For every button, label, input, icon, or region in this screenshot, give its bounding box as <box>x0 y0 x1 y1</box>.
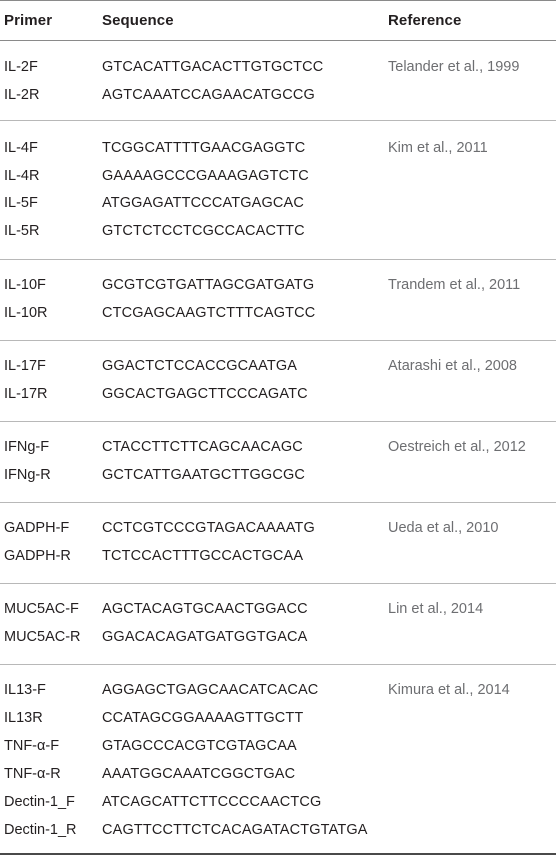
primer-name: IL-4F <box>4 140 38 156</box>
header-rule <box>0 40 556 41</box>
table-row <box>0 352 556 380</box>
primer-reference: Trandem et al., 2011 <box>388 277 521 293</box>
group-divider <box>0 502 556 503</box>
primer-name: IL13-F <box>4 682 46 698</box>
primer-name: Dectin-1_F <box>4 794 75 810</box>
primer-sequence: CAGTTCCTTCTCACAGATACTGTATGA <box>102 822 368 838</box>
primer-name: IL-17R <box>4 386 48 402</box>
table-row <box>0 676 556 704</box>
table-row <box>0 134 556 162</box>
primer-sequence: GGACACAGATGATGGTGACA <box>102 629 308 645</box>
table-row <box>0 461 556 489</box>
table-row <box>0 299 556 327</box>
primer-sequence: CTACCTTCTTCAGCAACAGC <box>102 439 303 455</box>
table-row <box>0 162 556 190</box>
primer-reference: Telander et al., 1999 <box>388 59 520 75</box>
primer-sequence: GTCACATTGACACTTGTGCTCC <box>102 59 324 75</box>
primer-name: IL-5F <box>4 195 38 211</box>
primer-sequence: TCGGCATTTTGAACGAGGTC <box>102 140 306 156</box>
primer-sequence: GGCACTGAGCTTCCCAGATC <box>102 386 308 402</box>
primer-name: IFNg-R <box>4 467 51 483</box>
header-primer: Primer <box>4 12 53 29</box>
primer-name: GADPH-F <box>4 520 70 536</box>
table-row <box>0 271 556 299</box>
table-row <box>0 380 556 408</box>
primer-sequence: AGCTACAGTGCAACTGGACC <box>102 601 308 617</box>
header-reference: Reference <box>388 12 462 29</box>
primer-sequence: GTCTCTCCTCGCCACACTTC <box>102 223 305 239</box>
group-divider <box>0 120 556 121</box>
group-divider <box>0 664 556 665</box>
primer-sequence: AAATGGCAAATCGGCTGAC <box>102 766 296 782</box>
group-divider <box>0 340 556 341</box>
primer-sequence: GCGTCGTGATTAGCGATGATG <box>102 277 315 293</box>
header-sequence: Sequence <box>102 12 174 29</box>
primer-sequence: ATGGAGATTCCCATGAGCAC <box>102 195 304 211</box>
primer-name: IFNg-F <box>4 439 50 455</box>
table-row <box>0 788 556 816</box>
table-row <box>0 816 556 844</box>
primer-reference: Kimura et al., 2014 <box>388 682 510 698</box>
primer-reference: Kim et al., 2011 <box>388 140 488 156</box>
primer-name: MUC5AC-F <box>4 601 79 617</box>
primer-name: TNF-α-R <box>4 766 61 782</box>
primer-name: IL-2R <box>4 87 40 103</box>
primer-sequence: GCTCATTGAATGCTTGGCGC <box>102 467 306 483</box>
primer-sequence: AGTCAAATCCAGAACATGCCG <box>102 87 315 103</box>
table-row <box>0 732 556 760</box>
table-row <box>0 514 556 542</box>
table-row <box>0 542 556 570</box>
group-divider <box>0 421 556 422</box>
primer-name: IL-5R <box>4 223 40 239</box>
table-top-rule <box>0 0 556 1</box>
primer-sequence: GAAAAGCCCGAAAGAGTCTC <box>102 168 309 184</box>
primer-sequence: CCTCGTCCCGTAGACAAAATG <box>102 520 315 536</box>
primer-sequence: GGACTCTCCACCGCAATGA <box>102 358 298 374</box>
table-row <box>0 433 556 461</box>
table-row <box>0 704 556 732</box>
primer-reference: Lin et al., 2014 <box>388 601 484 617</box>
primer-name: IL-10R <box>4 305 48 321</box>
table-row <box>0 81 556 109</box>
primer-name: GADPH-R <box>4 548 71 564</box>
table-row <box>0 760 556 788</box>
primer-name: IL-10F <box>4 277 46 293</box>
primer-name: Dectin-1_R <box>4 822 77 838</box>
primer-name: IL-17F <box>4 358 46 374</box>
primer-name: MUC5AC-R <box>4 629 81 645</box>
primer-sequence: GTAGCCCACGTCGTAGCAA <box>102 738 297 754</box>
primer-name: TNF-α-F <box>4 738 60 754</box>
primer-sequence: ATCAGCATTCTTCCCCAACTCG <box>102 794 322 810</box>
primer-sequence: TCTCCACTTTGCCACTGCAA <box>102 548 304 564</box>
table-row <box>0 595 556 623</box>
primer-name: IL-4R <box>4 168 40 184</box>
table-row <box>0 623 556 651</box>
primer-sequence: CCATAGCGGAAAAGTTGCTT <box>102 710 304 726</box>
group-divider <box>0 259 556 260</box>
primer-reference: Atarashi et al., 2008 <box>388 358 517 374</box>
group-divider <box>0 583 556 584</box>
primer-name: IL13R <box>4 710 43 726</box>
primer-reference: Oestreich et al., 2012 <box>388 439 526 455</box>
primer-sequence: CTCGAGCAAGTCTTTCAGTCC <box>102 305 316 321</box>
table-row <box>0 217 556 245</box>
table-row <box>0 53 556 81</box>
primer-reference: Ueda et al., 2010 <box>388 520 499 536</box>
table-row <box>0 189 556 217</box>
primer-name: IL-2F <box>4 59 38 75</box>
primer-sequence: AGGAGCTGAGCAACATCACAC <box>102 682 319 698</box>
